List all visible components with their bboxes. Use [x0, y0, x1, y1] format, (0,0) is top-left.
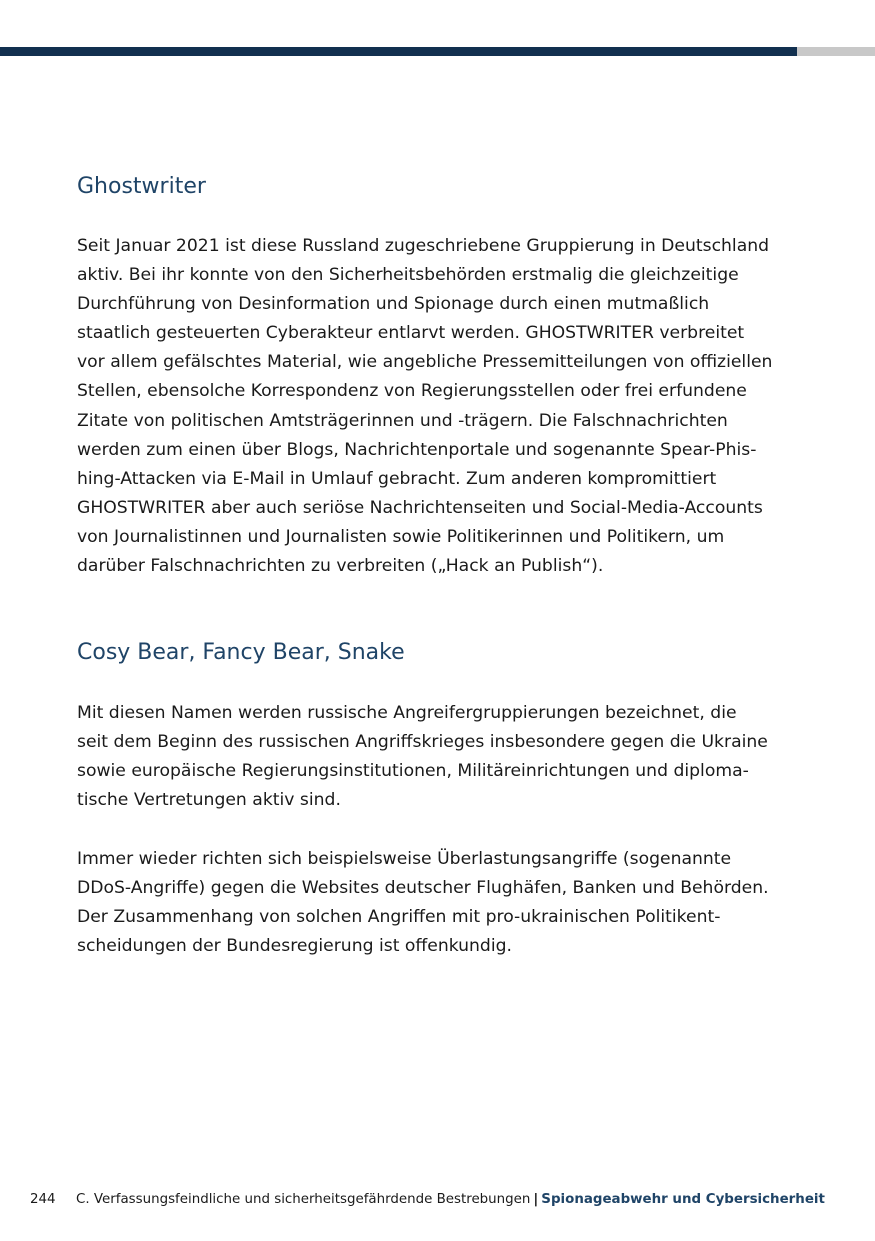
footer-separator: | [533, 1192, 539, 1207]
text-line: Stellen, ebensolche Korrespondenz von Regierungsstellen oder frei erfundene [77, 381, 747, 402]
text-line: werden zum einen über Blogs, Nachrichtenportale und sogenannte Spear-Phis- [77, 439, 757, 460]
text-line: sowie europäische Regierungsinstitutionen, Militäreinrichtungen und diploma- [77, 761, 749, 782]
text-line: staatlich gesteuerten Cyberakteur entlarvt werden. GHOSTWRITER verbreitet [77, 323, 745, 344]
section-heading-cosy-bear: Cosy Bear, Fancy Bear, Snake [77, 640, 405, 665]
text-line: GHOSTWRITER aber auch seriöse Nachrichtenseiten und Social-Media-Accounts [77, 497, 763, 518]
top-accent-bar-dark [0, 47, 797, 56]
footer-section: Spionageabwehr und Cybersicherheit [541, 1192, 825, 1207]
text-line: aktiv. Bei ihr konnte von den Sicherheitsbehörden erstmalig die gleichzeitige [77, 265, 739, 286]
page-number: 244 [30, 1192, 56, 1207]
top-accent-bar-light [797, 47, 875, 56]
paragraph-cosy-bear-2 [77, 845, 769, 961]
text-line: Der Zusammenhang von solchen Angriffen mit pro-ukrainischen Politikent- [77, 907, 721, 928]
text-line: seit dem Beginn des russischen Angriffskrieges insbesondere gegen die Ukraine [77, 732, 768, 753]
text-line: hing-Attacken via E-Mail in Umlauf gebracht. Zum anderen kompromittiert [77, 468, 717, 489]
footer-chapter: C. Verfassungsfeindliche und sicherheitsgefährdende Bestrebungen [76, 1192, 531, 1207]
page-footer [30, 1190, 825, 1210]
text-line: Immer wieder richten sich beispielsweise Überlastungsangriffe (sogenannte [77, 849, 732, 869]
text-line: scheidungen der Bundesregierung ist offenkundig. [77, 936, 512, 957]
text-line: Durchführung von Desinformation und Spionage durch einen mutmaßlich [77, 294, 710, 315]
paragraph-ghostwriter [77, 232, 772, 581]
text-line: Seit Januar 2021 ist diese Russland zugeschriebene Gruppierung in Deutschland [77, 236, 770, 256]
text-line: tische Vertretungen aktiv sind. [77, 790, 341, 811]
section-heading-ghostwriter: Ghostwriter [77, 174, 206, 199]
text-line: Zitate von politischen Amtsträgerinnen und -trägern. Die Falschnachrichten [77, 410, 728, 431]
text-line: darüber Falschnachrichten zu verbreiten („Hack an Publish“). [77, 556, 604, 577]
text-line: von Journalistinnen und Journalisten sowie Politikerinnen und Politikern, um [77, 526, 725, 547]
paragraph-cosy-bear-1 [77, 699, 768, 815]
text-line: Mit diesen Namen werden russische Angreifergruppierungen bezeichnet, die [77, 703, 737, 723]
top-accent-bar [0, 47, 875, 56]
text-line: vor allem gefälschtes Material, wie angebliche Pressemitteilungen von offiziellen [77, 352, 773, 373]
text-line: DDoS-Angriffe) gegen die Websites deutscher Flughäfen, Banken und Behörden. [77, 878, 769, 899]
